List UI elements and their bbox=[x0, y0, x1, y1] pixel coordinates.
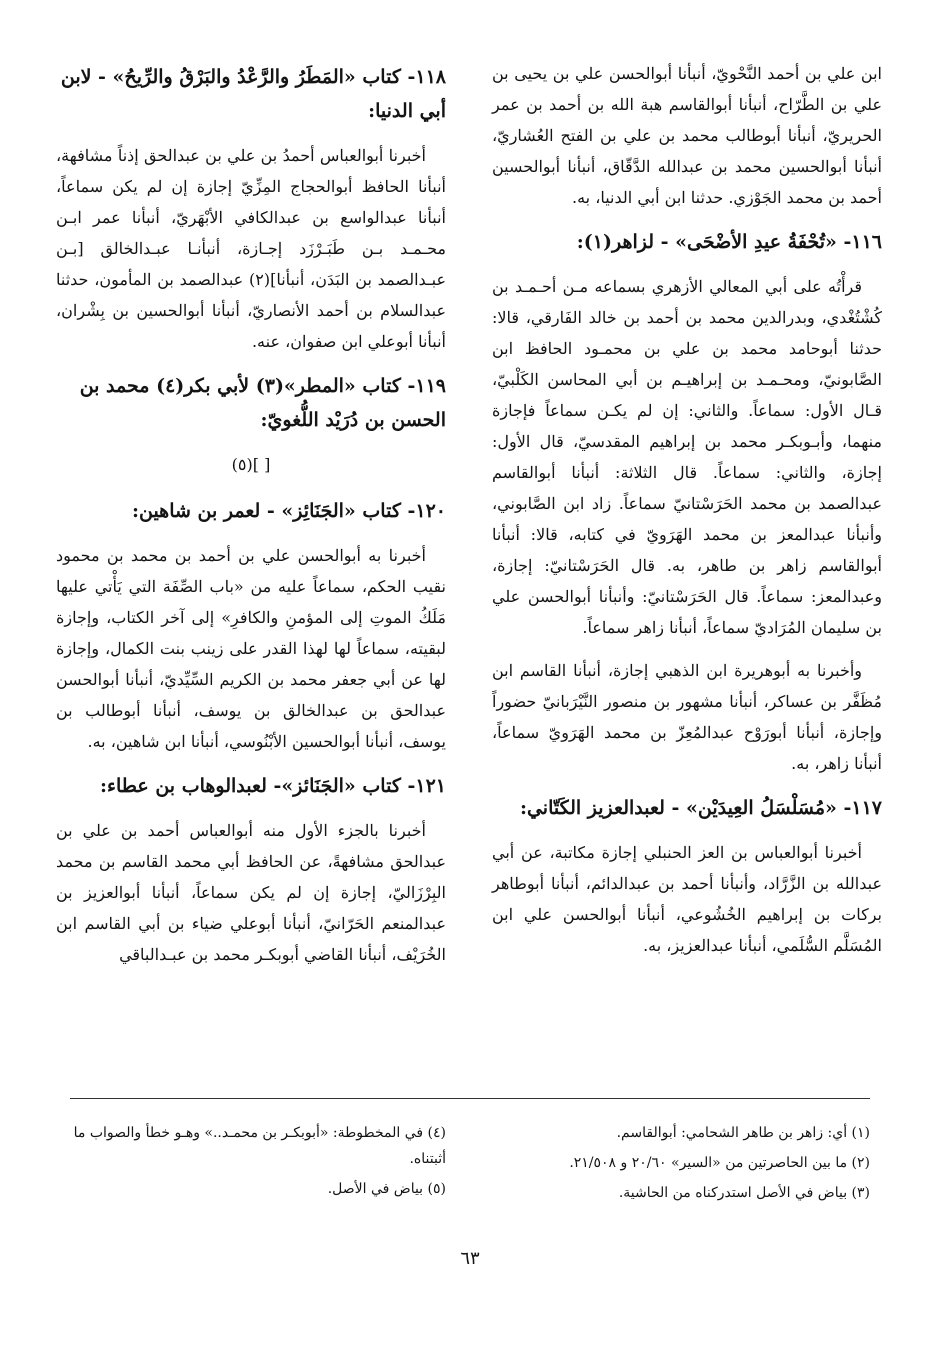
heading-entry-116: ١١٦- «تُحْفَةُ عيدِ الأضْحَى» - لزاهر(١): bbox=[576, 231, 882, 253]
footnote-2: (٢) ما بين الحاصرتين من «السير» ٢٠/٦٠ و ٢١/٥٠٨. bbox=[569, 1155, 870, 1171]
heading-entry-118: ١١٨- كتاب «المَطَرُ والرَّعْدُ والبَرْقُ والرِّيحُ» - لابن أبي الدنيا: bbox=[60, 66, 446, 122]
paragraph-entry-121: أخبرنا بالجزء الأول منه أبوالعباس أحمد بن علي بن عبدالحق مشافهةً، عن الحافظ أبي محمد القاسم بن محمد البِرْزَاليّ، إجازة إن لم يكن سماعاً، أنبأنا أبوالعزيز بن عبدالمنعم الحَرّانيّ، أنبأنا أبوعلي ضياء بن أبي القاسم ابن الخُرَيْف، أنبأنا القاضي أبوبكـر محمد بن عبـدالباقي bbox=[56, 821, 446, 964]
blank-gap-119: [ ](٥) bbox=[231, 455, 271, 474]
heading-entry-121: ١٢١- كتاب «الجَنَائز»- لعبدالوهاب بن عطاء: bbox=[100, 775, 446, 797]
footnote-4: (٤) في المخطوطة: «أبوبكـر بن محمـد..» وهـو خطأ والصواب ما أثبتناه. bbox=[73, 1125, 446, 1167]
paragraph-entry-116-a: قرأْتُه على أبي المعالي الأزهري بسماعه مـن أحـمـد بن كُشْتُغْدي، وبدرالدين محمد بن أحمد بن خالد الفَارقي، قالا: حدثنا أبوحامد محمد بن علي بن محمـود الحافظ ابن الصَّابونيّ، ومحـمـد بن إبراهيـم بن أبي المحاسن الكَلْبيّ، قـال الأول: سماعاً. والثاني: إن لم يكـن سماعاً فإجازة منهما، وأبـوبكـر محمد بن إبراهيم المقدسيّ، قال الأول: إجازة، والثاني: سماعاً. قال الثلاثة: أنبأنا أبوالقاسم عبدالصمد بن محمد الحَرَسْتانيّ سماعاً. زاد ابن الصَّابوني، وأنبأنا عبدالمعز بن محمد الهَرَويّ في كتابه، قالا: أنبأنا أبوالقاسم زاهر بن طاهر، به. قال الحَرَسْتانيّ: إجازة، وعبدالمعز: سماعاً. قال الحَرَسْتانيّ: وأنبأنا أبوالحسن علي بن سليمان المُرَاديّ سماعاً، أنبأنا زاهر سماعاً. bbox=[492, 277, 882, 637]
paragraph-entry-117: أخبرنا أبوالعباس بن العز الحنبلي إجازة مكاتبة، عن أبي عبدالله بن الزَّرَّاد، وأنبأنا أحمد بن عبدالدائم، أنبأنا أبوطاهر بركات بن إبراهيم الخُشُوعي، أنبأنا أبوالحسن علي ابن المُسَلَّم السُّلَمي، أنبأنا عبدالعزيز، به. bbox=[492, 843, 882, 955]
page-number: ٦٣ bbox=[460, 1248, 480, 1269]
paragraph-continuation: ابن علي بن أحمد النَّحْويّ، أنبأنا أبوالحسن علي بن يحيى بن علي بن الطَّرّاح، أنبأنا أبوالقاسم هبة الله بن أحمد بن عمر الحريريّ، أنبأنا أبوطالب محمد بن علي بن الفتح العُشاريّ، أنبأنا أبوالحسين محمد بن عبدالله الدَّقّاق، أنبأنا أبوالحسين أحمد بن محمد الجَوْزي. حدثنا ابن أبي الدنيا، به. bbox=[492, 64, 882, 207]
footnotes-left bbox=[56, 1120, 446, 1206]
left-column bbox=[56, 58, 446, 982]
footnote-1: (١) أي: زاهر بن طاهر الشحامي: أبوالقاسم. bbox=[616, 1125, 870, 1141]
heading-entry-119: ١١٩- كتاب «المطر»(٣) لأبي بكر(٤) محمد بن الحسن بن دُرَيْد اللُّغويّ: bbox=[79, 375, 446, 431]
footnote-5: (٥) بياض في الأصل. bbox=[327, 1181, 446, 1197]
footnote-3: (٣) بياض في الأصل استدركناه من الحاشية. bbox=[618, 1185, 870, 1201]
paragraph-entry-120: أخبرنا به أبوالحسن علي بن أحمد بن محمد بن محمود نقيب الحكم، سماعاً عليه من «باب الصِّفَة التي يَأْتي عليها مَلَكُ الموتِ إلى المؤمنِ والكافرِ» إلى آخر الكتاب، وإجازة لبقيته، سماعاً لها لهذا القدر على زينب بنت الكمال، وإجازة لها عن أبي جعفر محمد بن الكريم السِّيِّديّ، أنبأنا أبوالحسن عبدالحق بن عبدالخالق بن يوسف، أنبأنا أبوطالب بن يوسف، أنبأنا أبوالحسين الأبْنُوسي، أنبأنا ابن شاهين، به. bbox=[56, 546, 446, 751]
heading-entry-120: ١٢٠- كتاب «الجَنَائِز» - لعمر بن شاهين: bbox=[131, 500, 446, 522]
heading-entry-117: ١١٧- «مُسَلْسَلُ العِيدَيْن» - لعبدالعزيز الكَتّاني: bbox=[519, 797, 882, 819]
paragraph-entry-118: أخبرنا أبوالعباس أحمدُ بن علي بن عبدالحق إذناً مشافهة، أنبأنا الحافظ أبوالحجاج المِزِّيّ إجازة إن لم يكن سماعاً، أنبأنا عبدالواسع بن عبدالكافي الأبْهَريّ، أنبأنا عمر ابـن محـمـد بـن طَبَـرْزَد إجـازة، أنبأنـا عبـدالخالق [بـن عبـدالصمد بن البَدَن، أنبأنا](٢) عبدالصمد بن المأمون، حدثنا عبدالسلام بن أحمد الأنصاريّ، أنبأنا أبوالحسين بن بِشْران، أنبأنا أبوعلي ابن صفوان، عنه. bbox=[56, 146, 446, 351]
footnote-divider bbox=[70, 1098, 870, 1099]
paragraph-entry-116-b: وأخبرنا به أبوهريرة ابن الذهبي إجازة، أنبأنا القاسم ابن مُظَفَّر بن عساكر، أنبأنا مشهور بن منصور النَّيْرَبانيّ حضوراً وإجازة، أنبأنا أبورَوْح عبدالمُعِزّ بن محمد الهَرَويّ سماعاً، أنبأنا زاهر، به. bbox=[492, 661, 882, 773]
right-column bbox=[492, 58, 882, 973]
footnotes-right bbox=[480, 1120, 870, 1210]
